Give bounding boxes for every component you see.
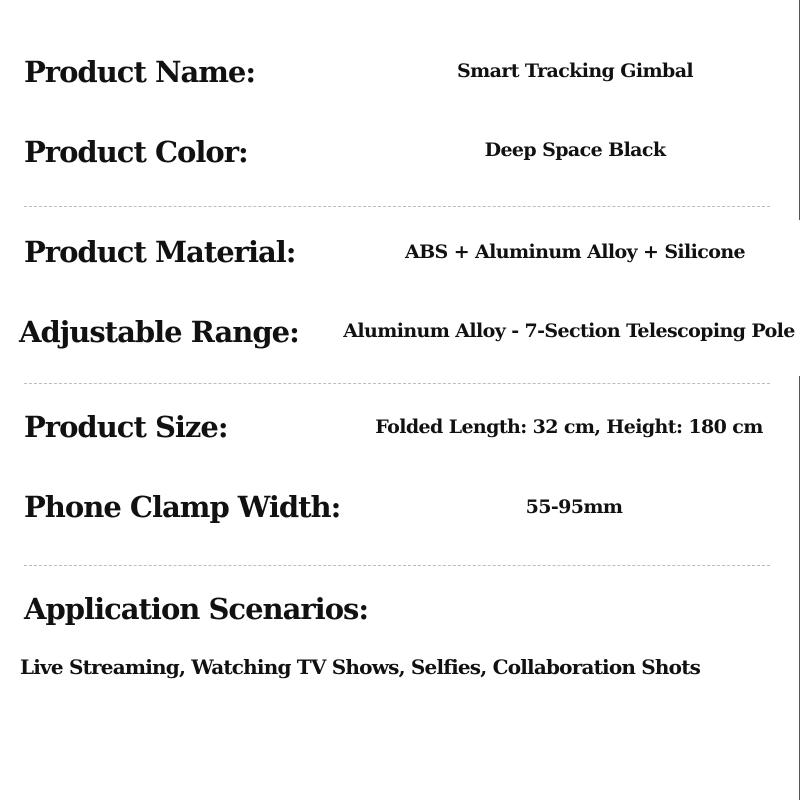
product-size-label: Product Size: (24, 410, 228, 444)
application-scenarios-value: Live Streaming, Watching TV Shows, Selfies, Collaboration Shots (20, 655, 701, 679)
product-name-value: Smart Tracking Gimbal (456, 60, 694, 82)
product-color-value: Deep Space Black (484, 139, 666, 161)
product-color-label: Product Color: (24, 135, 248, 169)
divider (24, 206, 770, 207)
product-size-value: Folded Length: 32 cm, Height: 180 cm (375, 416, 763, 438)
phone-clamp-width-label: Phone Clamp Width: (24, 490, 341, 524)
divider (24, 383, 770, 384)
divider (24, 565, 770, 566)
adjustable-range-label: Adjustable Range: (19, 315, 299, 349)
application-scenarios-label: Application Scenarios: (24, 592, 369, 626)
product-material-value: ABS + Aluminum Alloy + Silicone (404, 241, 746, 263)
product-name-label: Product Name: (24, 55, 256, 89)
adjustable-range-value: Aluminum Alloy - 7-Section Telescoping Pole (343, 320, 795, 342)
product-material-label: Product Material: (24, 235, 296, 269)
phone-clamp-width-value: 55-95mm (525, 496, 623, 518)
